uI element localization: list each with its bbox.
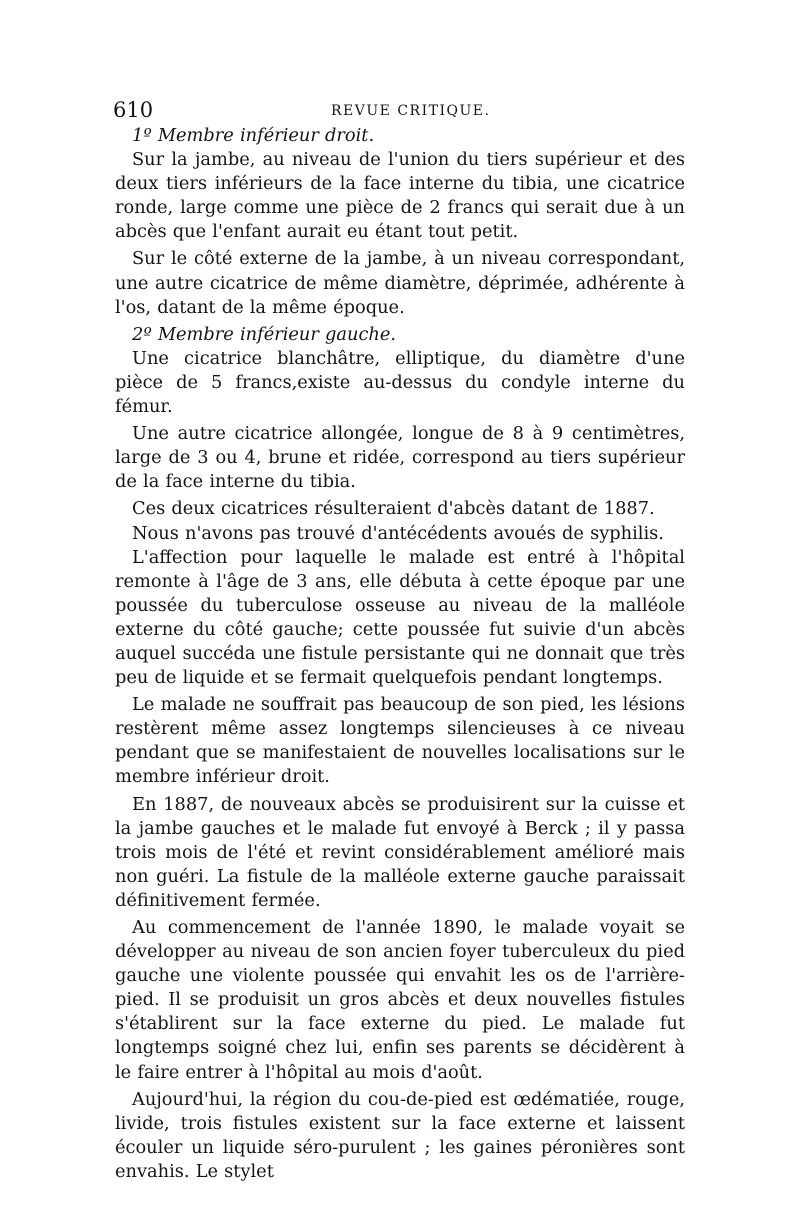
paragraph: Sur la jambe, au niveau de l'union du tiers supérieur et des deux tiers inférieurs de la face interne du tibia, une cicatrice ronde, large comme une pièce de 2 francs qui serait due à un abcès que l'enfant aurait eu étant tout petit. (115, 149, 685, 243)
paragraph: L'affection pour laquelle le malade est entré à l'hôpital remonte à l'âge de 3 ans, elle débuta à cette époque par une poussée du tuberculose osseuse au niveau de la malléole externe du côté gauche; cette poussée fut suivie d'un abcès auquel succéda une fistule persistante qui ne donnait que très peu de liquide et se fermait quelquefois pendant longtemps. (115, 546, 685, 689)
paragraph: Une cicatrice blanchâtre, elliptique, du diamètre d'une pièce de 5 francs,existe au-dessus du condyle interne du fémur. (115, 347, 685, 418)
paragraph: En 1887, de nouveaux abcès se produisirent sur la cuisse et la jambe gauches et le malade fut envoyé à Berck ; il y passa trois mois de l'été et revint considérablement amélioré mais non guéri. La fistule de la malléole externe gauche paraissait définitivement fermée. (115, 793, 685, 911)
running-title: REVUE CRITIQUE. (331, 103, 491, 119)
paragraph: Le malade ne souffrait pas beaucoup de son pied, les lésions restèrent même assez longtemps silencieuses à ce niveau pendant que se manifestaient de nouvelles localisations sur le membre inférieur droit. (115, 694, 685, 788)
paragraph: Sur le côté externe de la jambe, à un niveau correspondant, une autre cicatrice de même diamètre, déprimée, adhérente à l'os, datant de la même époque. (115, 248, 685, 318)
body-text (115, 124, 685, 1184)
paragraph: Aujourd'hui, la région du cou-de-pied est œdématiée, rouge, livide, trois fistules existent sur la face externe et laissent écouler un liquide séro-purulent ; les gaines péronières sont envahis. Le stylet (115, 1088, 685, 1182)
paragraph: Ces deux cicatrices résulteraient d'abcès datant de 1887. (132, 498, 655, 520)
paragraph: Une autre cicatrice allongée, longue de 8 à 9 centimètres, large de 3 ou 4, brune et ridée, correspond au tiers supérieur de la face interne du tibia. (115, 423, 685, 493)
running-head (113, 97, 685, 123)
section-heading-right-limb: 1º Membre inférieur droit. (132, 125, 375, 146)
paragraph: Au commencement de l'année 1890, le malade voyait se développer au niveau de son ancien foyer tuberculeux du pied gauche une violente poussée qui envahit les os de l'arrière-pied. Il se produisit un gros abcès et deux nouvelles fistules s'établirent sur la face externe du pied. Le malade fut longtemps soigné chez lui, enfin ses parents se décidèrent à le faire entrer à l'hôpital au mois d'août. (115, 917, 685, 1083)
section-heading-left-limb: 2º Membre inférieur gauche. (132, 323, 397, 345)
paragraph: Nous n'avons pas trouvé d'antécédents avoués de syphilis. (132, 522, 664, 544)
page-number: 610 (113, 98, 154, 122)
